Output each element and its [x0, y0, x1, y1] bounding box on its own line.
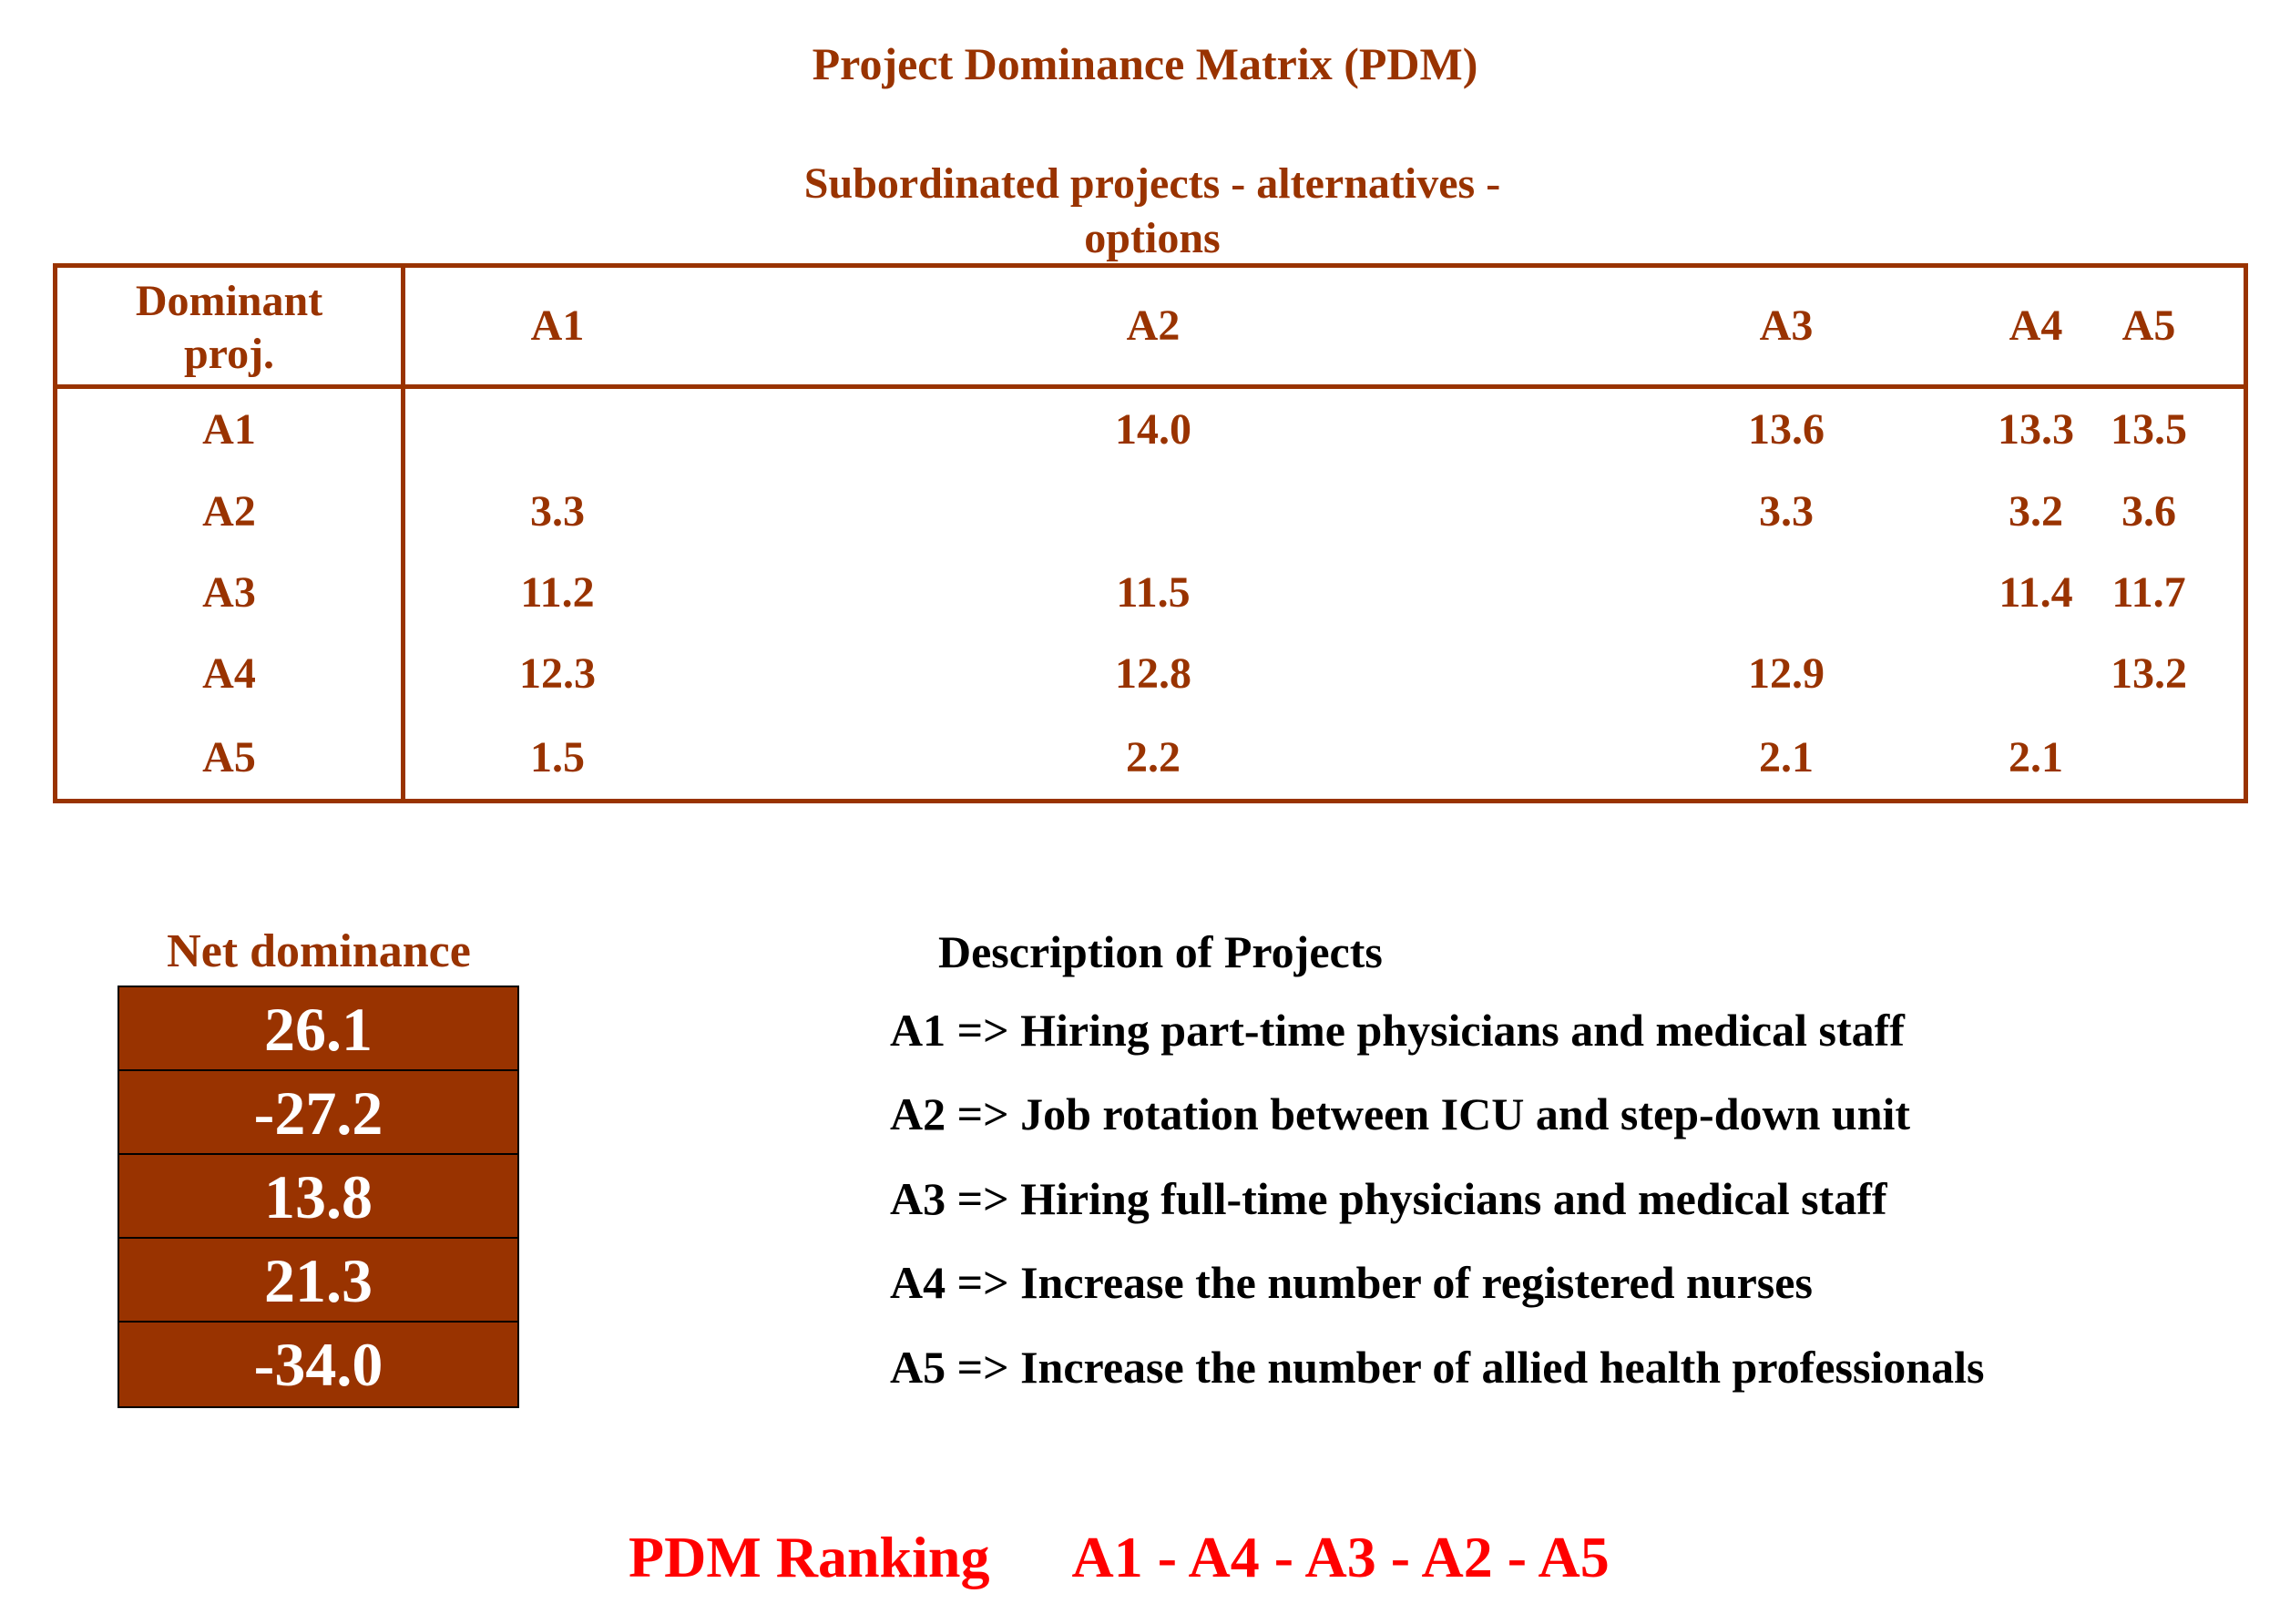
matrix-cell: 2.1: [2009, 733, 2063, 781]
net-dominance-value: 21.3: [119, 1239, 517, 1323]
matrix-cell: 3.3: [530, 487, 585, 536]
matrix-cell: 3.6: [2121, 487, 2176, 536]
subtitle-line-1: Subordinated projects - alternatives -: [803, 159, 1501, 208]
corner-line-2: proj.: [183, 330, 275, 378]
ranking-order: A1 - A4 - A3 - A2 - A5: [1071, 1525, 1610, 1589]
project-description: A5 => Increase the number of allied health professionals: [890, 1342, 1985, 1393]
matrix-cell: 12.8: [1115, 649, 1191, 698]
pdm-ranking: [629, 1521, 1610, 1594]
matrix-cell: 13.2: [2111, 649, 2187, 698]
row-header: A5: [202, 733, 256, 781]
net-dominance-value: 26.1: [119, 987, 517, 1071]
row-header: A4: [202, 649, 256, 698]
matrix-cell: 14.0: [1115, 405, 1191, 454]
row-header: A1: [202, 405, 256, 454]
matrix-cell: 1.5: [530, 733, 585, 781]
column-header: A2: [1126, 301, 1181, 350]
matrix-corner-header: [57, 275, 401, 381]
matrix-cell: 3.2: [2009, 487, 2063, 536]
corner-line-1: Dominant: [135, 277, 323, 325]
matrix-cell: 11.7: [2111, 568, 2186, 617]
matrix-cell: 11.4: [1999, 568, 2073, 617]
matrix-cell: 11.2: [520, 568, 595, 617]
project-description: A3 => Hiring full-time physicians and medical staff: [890, 1173, 1887, 1224]
project-description: A4 => Increase the number of registered nurses: [890, 1257, 1813, 1308]
matrix-cell: 11.5: [1116, 568, 1191, 617]
descriptions-title: Description of Projects: [938, 926, 1383, 977]
matrix-vertical-divider: [401, 268, 405, 799]
row-header: A3: [202, 568, 256, 617]
row-header: A2: [202, 487, 256, 536]
page-title: Project Dominance Matrix (PDM): [812, 38, 1478, 89]
column-header: A4: [2009, 301, 2063, 350]
column-header: A1: [530, 301, 585, 350]
matrix-cell: 2.1: [1759, 733, 1814, 781]
ranking-label: PDM Ranking: [629, 1525, 990, 1589]
matrix-subtitle: [701, 157, 1603, 266]
net-dominance-value: -34.0: [119, 1323, 517, 1406]
matrix-cell: 3.3: [1759, 487, 1814, 536]
net-dominance-value: 13.8: [119, 1155, 517, 1239]
matrix-cell: 2.2: [1126, 733, 1181, 781]
net-dominance-value: -27.2: [119, 1071, 517, 1155]
matrix-cell: 12.9: [1748, 649, 1825, 698]
matrix-cell: 13.3: [1998, 405, 2074, 454]
subtitle-line-2: options: [1084, 214, 1221, 262]
column-header: A5: [2121, 301, 2176, 350]
net-dominance-table: [118, 986, 519, 1408]
project-description: A2 => Job rotation between ICU and step-down unit: [890, 1088, 1911, 1139]
net-dominance-label: Net dominance: [167, 925, 471, 977]
dominance-matrix-table: [53, 263, 2248, 803]
column-header: A3: [1759, 301, 1814, 350]
matrix-horizontal-divider: [57, 384, 2244, 389]
matrix-cell: 13.5: [2111, 405, 2187, 454]
project-description: A1 => Hiring part-time physicians and medical staff: [890, 1005, 1905, 1056]
matrix-cell: 13.6: [1748, 405, 1825, 454]
matrix-cell: 12.3: [519, 649, 596, 698]
